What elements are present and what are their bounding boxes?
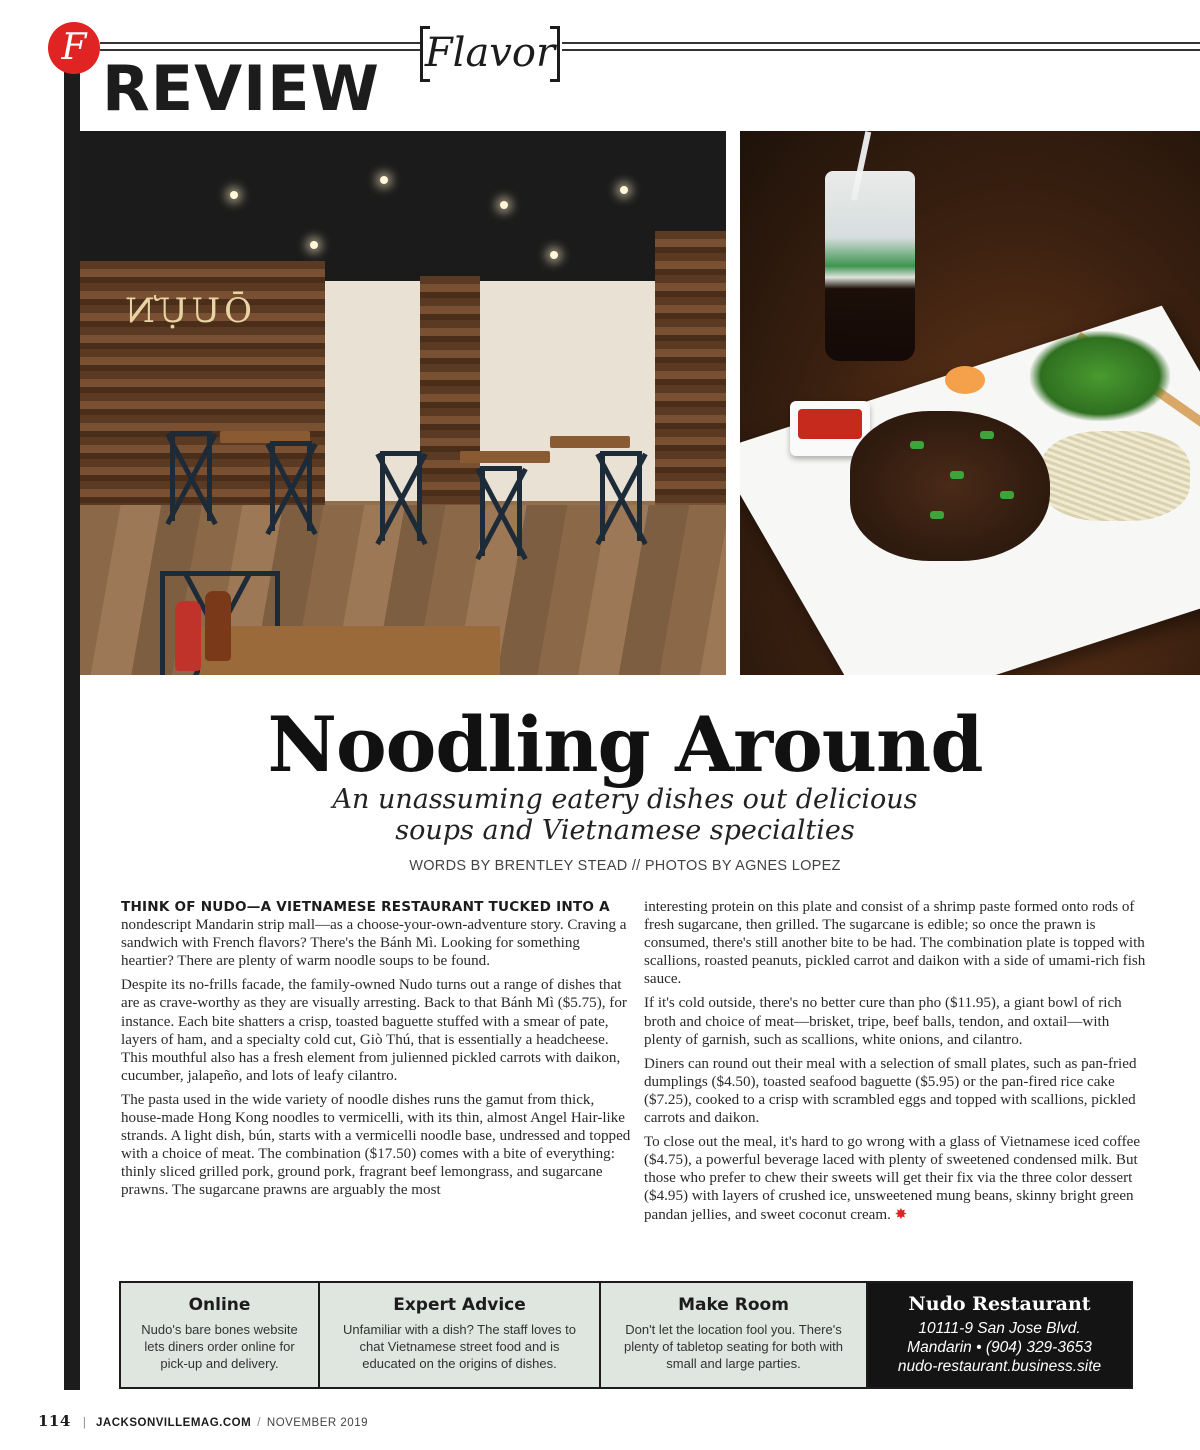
chair	[270, 441, 312, 531]
info-restaurant-details	[868, 1283, 1131, 1387]
header-rule	[100, 42, 420, 44]
info-expert-advice	[320, 1283, 601, 1387]
paragraph	[644, 1133, 1149, 1223]
scallion	[930, 511, 944, 519]
section-title: REVIEW	[102, 52, 380, 125]
paragraph: Despite its no-frills facade, the family-owned Nudo turns out a range of dishes that are as crave-worthy as they are visually arresting. Back to that Bánh Mì ($5.75), for instance. Each bite shatters a crisp, toasted baguette stuffed with a smear of pate, layers of ham, and a specialty cold cut, Giò Thú, that is essentially a headcheese. This mouthful also has a fresh element from julienned pickled carrots with daikon, cucumber, jalapeño, and lots of leafy cilantro.	[121, 977, 627, 1084]
page-footer	[38, 1412, 368, 1430]
page-number: 114	[38, 1412, 71, 1430]
chair	[170, 431, 212, 521]
scallion	[980, 431, 994, 439]
area-phone: Mandarin • (904) 329-3653	[907, 1339, 1092, 1356]
byline: WORDS BY BRENTLEY STEAD // PHOTOS BY AGNES LOPEZ	[409, 858, 841, 874]
ceiling-light	[380, 176, 388, 184]
chair	[380, 451, 422, 541]
food-plate-photo	[740, 131, 1200, 675]
sriracha-bottle	[175, 601, 201, 671]
soy-bottle	[205, 591, 231, 661]
paragraph-text: To close out the meal, it's hard to go wrong with a glass of Vietnamese iced coffee ($4.75), a powerful beverage laced with plenty of sweetened condensed milk. But those who prefer to chew their sweets will get their fix via the three color dessert ($4.95) with layers of crushed ice, unsweetened mung beans, skinny bright green pandan jellies, and sweet coconut cream.	[644, 1134, 1141, 1223]
info-bar	[119, 1281, 1133, 1389]
lead-in: THINK OF NUDO—A VIETNAMESE RESTAURANT TUCKED INTO A	[121, 899, 610, 915]
paragraph: interesting protein on this plate and consist of a shrimp paste formed onto rods of fresh sugarcane, then grilled. The sugarcane is edible; so once the prawn is consumed, there's still another bite to be had. The combination plate is topped with scallions, roasted peanuts, pickled carrot and daikon with a side of umami-rich fish sauce.	[644, 899, 1146, 988]
info-online	[121, 1283, 320, 1387]
scallion	[950, 471, 964, 479]
article-subtitle-line1: An unassuming eatery dishes out delicious	[332, 784, 918, 815]
chili-sauce	[798, 409, 862, 439]
wood-pillar	[420, 276, 480, 506]
info-text: Don't let the location fool you. There's plenty of tabletop seating for both with small and large parties.	[624, 1322, 843, 1371]
paragraph-text: nondescript Mandarin strip mall—as a choose-your-own-adventure story. Craving a sandwich with French flavors? There's the Bánh Mì. Looking for something heartier? There are plenty of warm noodle soups to be found.	[121, 917, 627, 970]
address: 10111-9 San Jose Blvd.	[918, 1320, 1081, 1337]
ceiling-light	[620, 186, 628, 194]
article-title: Noodling Around	[267, 700, 983, 789]
header-rule	[562, 42, 1200, 44]
footer-site: JACKSONVILLEMAG.COM	[96, 1417, 252, 1429]
footer-divider: |	[82, 1417, 87, 1429]
bean-sprouts	[1040, 431, 1190, 521]
paragraph: If it's cold outside, there's no better cure than pho ($11.95), a giant bowl of rich broth and choice of meat—brisket, tripe, beef balls, tendon, and oxtail—with plenty of garnish, such as scallions, white onions, and cilantro.	[644, 995, 1122, 1048]
cilantro	[1030, 331, 1170, 421]
info-text: Nudo's bare bones website lets diners order online for pick-up and delivery.	[141, 1322, 298, 1371]
grilled-meat	[850, 411, 1050, 561]
table-foreground	[200, 626, 500, 675]
info-make-room	[601, 1283, 868, 1387]
category-tag: Flavor	[424, 30, 556, 76]
shrimp	[945, 366, 985, 394]
iced-drink	[825, 171, 915, 361]
chair	[480, 466, 522, 556]
info-title: Make Room	[678, 1295, 789, 1315]
scallion	[1000, 491, 1014, 499]
restaurant-interior-photo	[80, 131, 726, 675]
website: nudo-restaurant.business.site	[897, 1358, 1102, 1375]
info-title: Expert Advice	[393, 1295, 526, 1315]
ceiling-light	[500, 201, 508, 209]
ceiling	[80, 131, 726, 281]
restaurant-name: Nudo Restaurant	[908, 1293, 1091, 1315]
article-subtitle-line2: soups and Vietnamese specialties	[395, 815, 855, 846]
end-mark-icon: ✸	[894, 1206, 908, 1223]
scallion	[910, 441, 924, 449]
paragraph: The pasta used in the wide variety of noodle dishes runs the gamut from thick, house-made Hong Kong noodles to vermicelli, with its thin, almost Angel Hair-like strands. A light dish, bún, starts with a vermicelli noodle base, undressed and topped with a choice of meat. The combination ($17.50) comes with a bite of everything: thinly sliced grilled pork, ground pork, fragrant beef lemongrass, and sugarcane prawns. The sugarcane prawns are arguably the most	[121, 1091, 631, 1199]
magazine-badge-logo: F	[48, 22, 100, 74]
footer-issue: NOVEMBER 2019	[266, 1417, 368, 1429]
paragraph	[121, 898, 631, 970]
table	[460, 451, 550, 463]
wood-wall-right	[655, 231, 726, 531]
info-title: Online	[188, 1295, 251, 1315]
table	[550, 436, 630, 448]
paragraph: Diners can round out their meal with a selection of small plates, such as pan-fried dumplings ($4.50), toasted seafood baguette ($5.95) or the pan-fired rice cake ($7.25), cooked to a crisp with scrambled eggs and topped with scallions, pickled carrots and daikon.	[644, 1055, 1137, 1127]
ceiling-light	[310, 241, 318, 249]
ceiling-light	[550, 251, 558, 259]
restaurant-sign: ŌUỰN	[121, 291, 252, 331]
footer-slash: /	[257, 1417, 261, 1429]
chair	[600, 451, 642, 541]
ceiling-light	[230, 191, 238, 199]
header-rule	[562, 49, 1200, 51]
info-text: Unfamiliar with a dish? The staff loves to chat Vietnamese street food and is educated on the origins of dishes.	[343, 1322, 576, 1371]
header-rule	[100, 49, 420, 51]
column-left	[121, 898, 631, 1206]
column-right	[644, 898, 1149, 1230]
